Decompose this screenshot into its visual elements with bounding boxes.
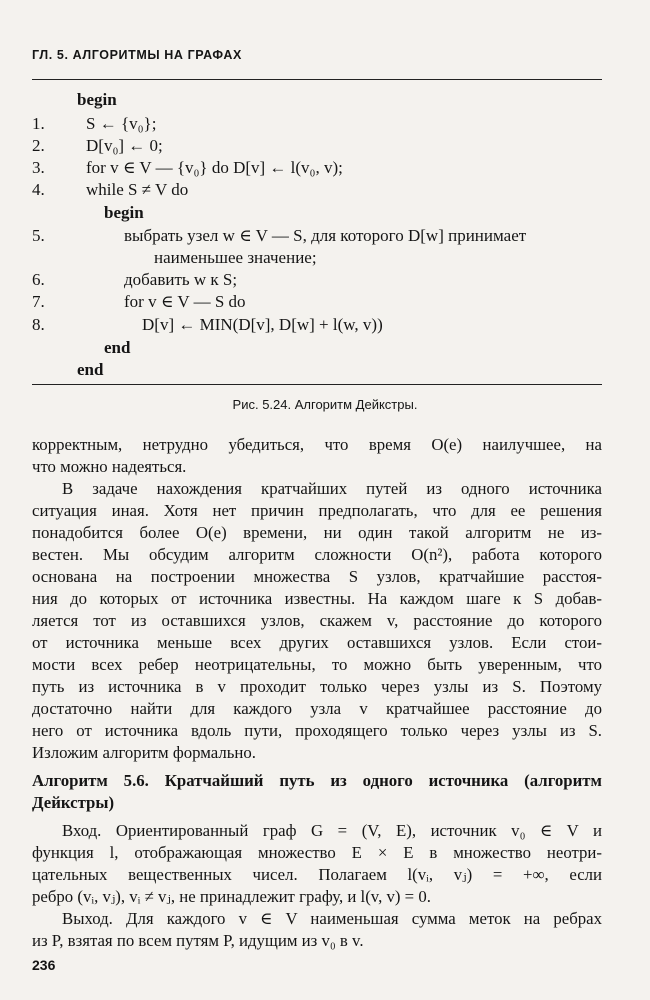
text-line: ребро (vᵢ, vⱼ), vᵢ ≠ vⱼ, не принадлежит графу, и l(v, v) = 0. [32,887,431,906]
text-line: корректным, нетрудно убедиться, что время O(e) наилучшее, на [32,435,602,454]
line-number: 6. [32,270,45,289]
text-line: от источника меньше всех других оставшихся узлов. Если стои- [32,633,602,652]
text-line: цательных вещественных чисел. Полагаем l(vᵢ, vⱼ) = +∞, если [32,865,602,884]
code-text: добавить w к S; [124,270,238,289]
page-number: 236 [32,957,56,973]
text-line: ляется тот из оставшихся узлов, скажем v, расстояние до которого [32,611,602,630]
text-line: что можно надеяться. [32,457,187,476]
line-number: 7. [32,292,45,311]
code-text: while S ≠ V do [86,180,189,199]
line-number: 1. [32,114,45,133]
text-line: функция l, отображающая множество E × E в множество неотри- [32,843,602,862]
bottom-rule [32,384,602,385]
text-line: ситуация иная. Хотя нет причин предполагать, что для ее решения [32,501,602,520]
code-keyword: end [77,360,104,379]
code-text: S ← {v₀}; [86,114,157,133]
top-rule [32,79,602,80]
text-line: Выход. Для каждого v ∈ V наименьшая сумма меток на ребрах [62,909,602,928]
text-line: из P, взятая по всем путям P, идущим из v₀ в v. [32,931,364,950]
text-line: ния до которых от источника известны. На каждом шаге к S добав- [32,589,602,608]
code-text: for v ∈ V — {v₀} do D[v] ← l(v₀, v); [86,158,343,177]
text-line: вестен. Мы обсудим алгоритм сложности O(n²), работа которого [32,545,602,564]
text-line: Изложим алгоритм формально. [32,743,256,762]
text-line: основана на построении множества S узлов, кратчайшие расстоя- [32,567,602,586]
line-number: 2. [32,136,45,155]
code-text: D[v₀] ← 0; [86,136,163,155]
algorithm-heading: Дейкстры) [32,793,115,812]
algorithm-heading: Алгоритм 5.6. Кратчайший путь из одного источника (алгоритм [32,771,602,790]
code-keyword: end [104,338,131,357]
line-number: 4. [32,180,45,199]
code-text: D[v] ← MIN(D[v], D[w] + l(w, v)) [142,315,383,334]
text-line: Вход. Ориентированный граф G = (V, E), источник v₀ ∈ V и [62,821,602,840]
code-keyword: begin [104,203,144,222]
text-line: понадобится более O(e) времени, ни один такой алгоритм не из- [32,523,602,542]
running-header: ГЛ. 5. АЛГОРИТМЫ НА ГРАФАХ [32,48,242,62]
text-line: него от источника вдоль пути, проходящего только через узлы из S. [32,721,602,740]
line-number: 3. [32,158,45,177]
code-text: for v ∈ V — S do [124,292,246,311]
text-line: В задаче нахождения кратчайших путей из одного источника [62,479,602,498]
code-keyword: begin [77,90,117,109]
code-text: наименьшее значение; [154,248,317,267]
text-line: мости всех ребер неотрицательны, то можно быть уверенным, что [32,655,602,674]
figure-caption: Рис. 5.24. Алгоритм Дейкстры. [232,397,418,412]
line-number: 5. [32,226,45,245]
code-text: выбрать узел w ∈ V — S, для которого D[w] принимает [124,226,527,245]
line-number: 8. [32,315,45,334]
text-line: достаточно найти для каждого узла v кратчайшее расстояние до [32,699,602,718]
text-line: путь из источника в v проходит только через узлы из S. Поэтому [32,677,602,696]
